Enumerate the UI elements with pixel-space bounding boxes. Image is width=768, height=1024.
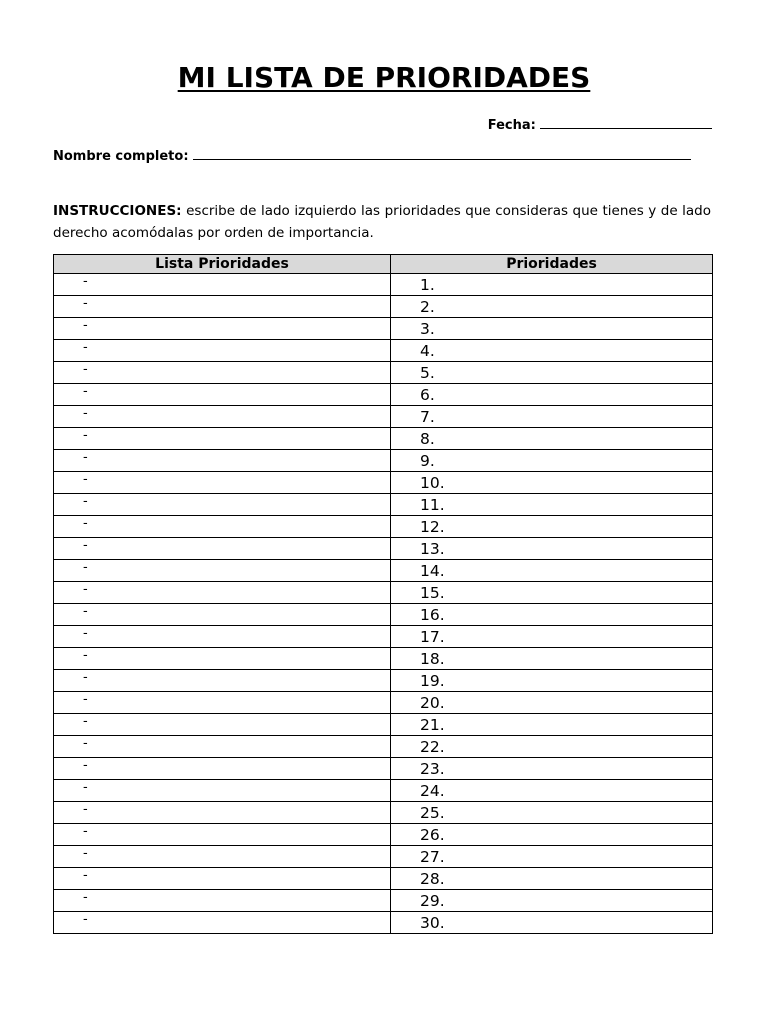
priority-number: 10.	[420, 474, 445, 492]
lista-prioridad-cell[interactable]	[54, 582, 391, 604]
prioridad-cell[interactable]	[391, 758, 713, 780]
bullet-dash: -	[83, 824, 88, 839]
priority-number: 7.	[420, 408, 435, 426]
bullet-dash: -	[83, 604, 88, 619]
prioridad-cell[interactable]	[391, 362, 713, 384]
prioridad-cell[interactable]	[391, 274, 713, 296]
table-row	[54, 318, 713, 340]
bullet-dash: -	[83, 428, 88, 443]
table-row	[54, 626, 713, 648]
lista-prioridad-cell[interactable]	[54, 846, 391, 868]
priority-number: 28.	[420, 870, 445, 888]
lista-prioridad-cell[interactable]	[54, 560, 391, 582]
bullet-dash: -	[83, 384, 88, 399]
prioridad-cell[interactable]	[391, 802, 713, 824]
lista-prioridad-cell[interactable]	[54, 296, 391, 318]
lista-prioridad-cell[interactable]	[54, 428, 391, 450]
priority-number: 26.	[420, 826, 445, 844]
bullet-dash: -	[83, 450, 88, 465]
instructions-text: escribe de lado izquierdo las prioridades que consideras que tienes y de lado derecho acomódalas por orden de importancia.	[53, 203, 712, 241]
table-row	[54, 912, 713, 934]
prioridad-cell[interactable]	[391, 648, 713, 670]
bullet-dash: -	[83, 912, 88, 927]
priorities-table	[53, 254, 713, 934]
fecha-line	[488, 116, 712, 135]
table-row	[54, 890, 713, 912]
table-row	[54, 802, 713, 824]
priority-number: 29.	[420, 892, 445, 910]
priority-number: 14.	[420, 562, 445, 580]
priority-number: 21.	[420, 716, 445, 734]
priority-number: 2.	[420, 298, 435, 316]
table-row	[54, 428, 713, 450]
prioridad-cell[interactable]	[391, 692, 713, 714]
bullet-dash: -	[83, 340, 88, 355]
bullet-dash: -	[83, 274, 88, 289]
bullet-dash: -	[83, 670, 88, 685]
header-prioridades: Prioridades	[391, 255, 713, 274]
lista-prioridad-cell[interactable]	[54, 758, 391, 780]
bullet-dash: -	[83, 582, 88, 597]
priority-number: 11.	[420, 496, 445, 514]
table-row	[54, 472, 713, 494]
table-row	[54, 648, 713, 670]
lista-prioridad-cell[interactable]	[54, 714, 391, 736]
bullet-dash: -	[83, 890, 88, 905]
lista-prioridad-cell[interactable]	[54, 384, 391, 406]
priority-number: 6.	[420, 386, 435, 404]
priority-number: 23.	[420, 760, 445, 778]
page-title: MI LISTA DE PRIORIDADES	[177, 61, 591, 94]
table-row	[54, 560, 713, 582]
bullet-dash: -	[83, 494, 88, 509]
table-row	[54, 274, 713, 296]
priority-number: 25.	[420, 804, 445, 822]
bullet-dash: -	[83, 648, 88, 663]
prioridad-cell[interactable]	[391, 318, 713, 340]
lista-prioridad-cell[interactable]	[54, 494, 391, 516]
prioridad-cell[interactable]	[391, 780, 713, 802]
nombre-field[interactable]	[193, 147, 691, 160]
table-row	[54, 868, 713, 890]
prioridad-cell[interactable]	[391, 340, 713, 362]
table-row	[54, 538, 713, 560]
instructions-label: INSTRUCCIONES:	[53, 203, 182, 219]
prioridad-cell[interactable]	[391, 406, 713, 428]
prioridad-cell[interactable]	[391, 604, 713, 626]
priority-number: 30.	[420, 914, 445, 932]
priority-number: 9.	[420, 452, 435, 470]
lista-prioridad-cell[interactable]	[54, 450, 391, 472]
bullet-dash: -	[83, 802, 88, 817]
table-row	[54, 582, 713, 604]
priority-number: 13.	[420, 540, 445, 558]
lista-prioridad-cell[interactable]	[54, 538, 391, 560]
bullet-dash: -	[83, 472, 88, 487]
lista-prioridad-cell[interactable]	[54, 890, 391, 912]
bullet-dash: -	[83, 516, 88, 531]
prioridad-cell[interactable]	[391, 582, 713, 604]
priority-number: 24.	[420, 782, 445, 800]
lista-prioridad-cell[interactable]	[54, 516, 391, 538]
priority-number: 8.	[420, 430, 435, 448]
prioridad-cell[interactable]	[391, 626, 713, 648]
prioridad-cell[interactable]	[391, 296, 713, 318]
priority-number: 4.	[420, 342, 435, 360]
bullet-dash: -	[83, 406, 88, 421]
lista-prioridad-cell[interactable]	[54, 318, 391, 340]
lista-prioridad-cell[interactable]	[54, 362, 391, 384]
table-row	[54, 780, 713, 802]
lista-prioridad-cell[interactable]	[54, 868, 391, 890]
prioridad-cell[interactable]	[391, 428, 713, 450]
prioridad-cell[interactable]	[391, 472, 713, 494]
priority-number: 16.	[420, 606, 445, 624]
lista-prioridad-cell[interactable]	[54, 604, 391, 626]
fecha-field[interactable]	[540, 116, 712, 129]
lista-prioridad-cell[interactable]	[54, 274, 391, 296]
bullet-dash: -	[83, 868, 88, 883]
priority-number: 20.	[420, 694, 445, 712]
bullet-dash: -	[83, 626, 88, 641]
prioridad-cell[interactable]	[391, 516, 713, 538]
bullet-dash: -	[83, 780, 88, 795]
prioridad-cell[interactable]	[391, 824, 713, 846]
lista-prioridad-cell[interactable]	[54, 802, 391, 824]
table-row	[54, 296, 713, 318]
prioridad-cell[interactable]	[391, 384, 713, 406]
table-row	[54, 714, 713, 736]
priority-number: 15.	[420, 584, 445, 602]
prioridad-cell[interactable]	[391, 450, 713, 472]
priority-number: 12.	[420, 518, 445, 536]
bullet-dash: -	[83, 714, 88, 729]
table-row	[54, 604, 713, 626]
prioridad-cell[interactable]	[391, 868, 713, 890]
prioridad-cell[interactable]	[391, 846, 713, 868]
instructions	[53, 200, 711, 244]
table-row	[54, 824, 713, 846]
lista-prioridad-cell[interactable]	[54, 912, 391, 934]
table-row	[54, 846, 713, 868]
table-row	[54, 362, 713, 384]
lista-prioridad-cell[interactable]	[54, 648, 391, 670]
prioridad-cell[interactable]	[391, 494, 713, 516]
table-row	[54, 450, 713, 472]
table-row	[54, 384, 713, 406]
priority-number: 18.	[420, 650, 445, 668]
bullet-dash: -	[83, 318, 88, 333]
bullet-dash: -	[83, 362, 88, 377]
nombre-line	[53, 147, 691, 166]
prioridad-cell[interactable]	[391, 670, 713, 692]
lista-prioridad-cell[interactable]	[54, 670, 391, 692]
lista-prioridad-cell[interactable]	[54, 626, 391, 648]
table-row	[54, 516, 713, 538]
table-row	[54, 494, 713, 516]
priority-number: 5.	[420, 364, 435, 382]
bullet-dash: -	[83, 846, 88, 861]
lista-prioridad-cell[interactable]	[54, 692, 391, 714]
bullet-dash: -	[83, 296, 88, 311]
priority-number: 3.	[420, 320, 435, 338]
table-row	[54, 736, 713, 758]
bullet-dash: -	[83, 692, 88, 707]
prioridad-cell[interactable]	[391, 890, 713, 912]
table-header-row	[54, 255, 713, 274]
prioridad-cell[interactable]	[391, 560, 713, 582]
lista-prioridad-cell[interactable]	[54, 736, 391, 758]
priority-number: 19.	[420, 672, 445, 690]
lista-prioridad-cell[interactable]	[54, 406, 391, 428]
table-row	[54, 758, 713, 780]
prioridad-cell[interactable]	[391, 912, 713, 934]
priority-number: 17.	[420, 628, 445, 646]
lista-prioridad-cell[interactable]	[54, 824, 391, 846]
lista-prioridad-cell[interactable]	[54, 472, 391, 494]
priority-number: 22.	[420, 738, 445, 756]
header-lista-prioridades: Lista Prioridades	[54, 255, 391, 274]
bullet-dash: -	[83, 736, 88, 751]
table-row	[54, 406, 713, 428]
nombre-label: Nombre completo:	[53, 149, 189, 164]
table-row	[54, 670, 713, 692]
table-body	[54, 274, 713, 934]
priority-number: 1.	[420, 276, 435, 294]
bullet-dash: -	[83, 538, 88, 553]
prioridad-cell[interactable]	[391, 538, 713, 560]
bullet-dash: -	[83, 758, 88, 773]
table-row	[54, 340, 713, 362]
table-row	[54, 692, 713, 714]
lista-prioridad-cell[interactable]	[54, 340, 391, 362]
lista-prioridad-cell[interactable]	[54, 780, 391, 802]
bullet-dash: -	[83, 560, 88, 575]
fecha-label: Fecha:	[487, 118, 536, 133]
priority-number: 27.	[420, 848, 445, 866]
prioridad-cell[interactable]	[391, 736, 713, 758]
prioridad-cell[interactable]	[391, 714, 713, 736]
